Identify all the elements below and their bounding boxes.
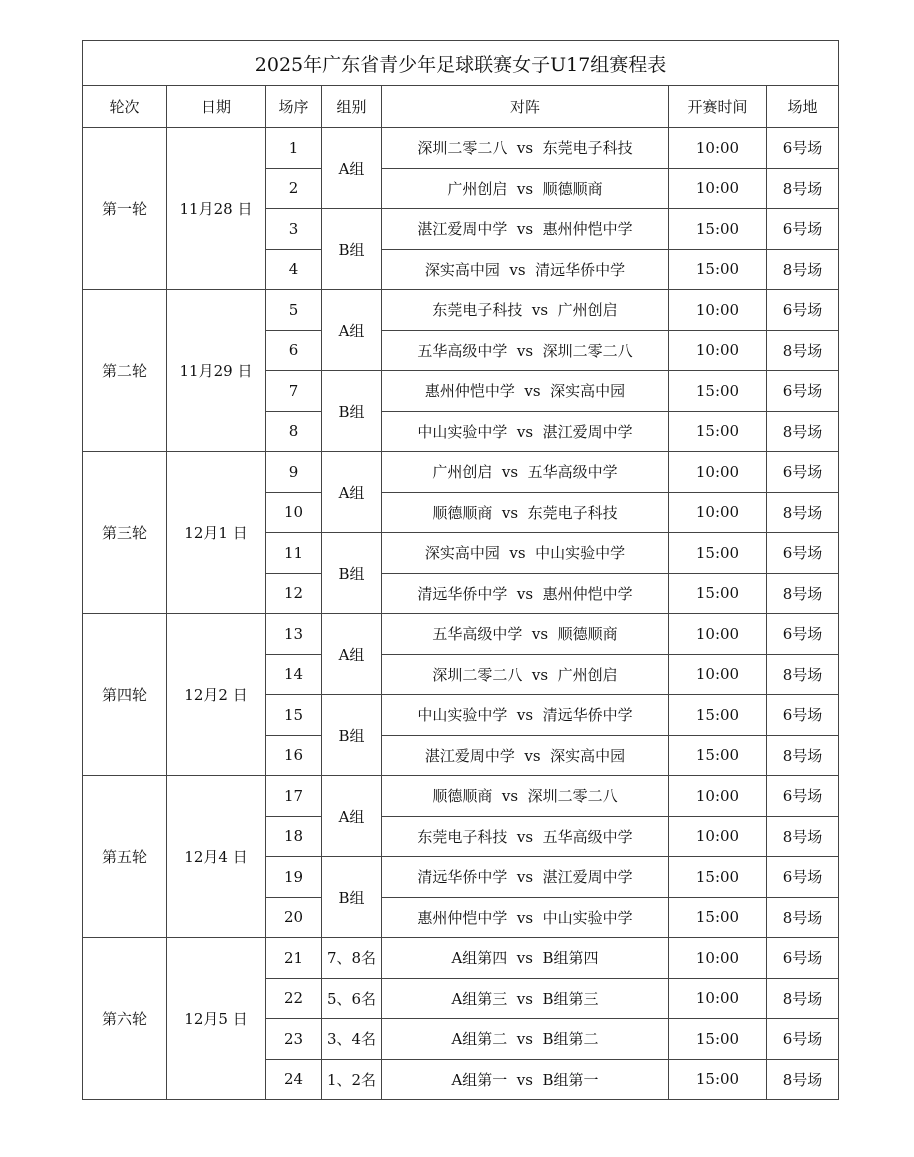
group-cell: 7、8名	[322, 938, 382, 979]
matchup-cell: 惠州仲恺中学 vs 深实高中园	[382, 371, 669, 412]
matchup-cell: 五华高级中学 vs 深圳二零二八	[382, 330, 669, 371]
kickoff-cell: 10:00	[669, 168, 767, 209]
match-no-cell: 1	[266, 128, 322, 169]
kickoff-cell: 10:00	[669, 614, 767, 655]
match-no-cell: 20	[266, 897, 322, 938]
matchup-cell: A组第三 vs B组第三	[382, 978, 669, 1019]
table-row	[83, 452, 839, 493]
kickoff-cell: 15:00	[669, 897, 767, 938]
date-cell: 12月4 日	[167, 776, 266, 938]
kickoff-cell: 10:00	[669, 978, 767, 1019]
header-round: 轮次	[83, 86, 167, 128]
match-no-cell: 19	[266, 857, 322, 898]
matchup-cell: 广州创启 vs 顺德顺商	[382, 168, 669, 209]
venue-cell: 8号场	[767, 168, 839, 209]
header-date: 日期	[167, 86, 266, 128]
matchup-cell: 顺德顺商 vs 东莞电子科技	[382, 492, 669, 533]
matchup-cell: A组第二 vs B组第二	[382, 1019, 669, 1060]
table-row	[83, 290, 839, 331]
date-cell: 12月2 日	[167, 614, 266, 776]
kickoff-cell: 15:00	[669, 411, 767, 452]
matchup-cell: 东莞电子科技 vs 广州创启	[382, 290, 669, 331]
match-no-cell: 12	[266, 573, 322, 614]
schedule-table	[82, 40, 839, 1100]
round-cell: 第五轮	[83, 776, 167, 938]
kickoff-cell: 15:00	[669, 695, 767, 736]
match-no-cell: 24	[266, 1059, 322, 1100]
round-cell: 第六轮	[83, 938, 167, 1100]
matchup-cell: 广州创启 vs 五华高级中学	[382, 452, 669, 493]
matchup-cell: 清远华侨中学 vs 湛江爱周中学	[382, 857, 669, 898]
venue-cell: 8号场	[767, 492, 839, 533]
round-cell: 第四轮	[83, 614, 167, 776]
match-no-cell: 5	[266, 290, 322, 331]
venue-cell: 6号场	[767, 209, 839, 250]
venue-cell: 8号场	[767, 978, 839, 1019]
header-kickoff: 开赛时间	[669, 86, 767, 128]
match-no-cell: 3	[266, 209, 322, 250]
matchup-cell: A组第四 vs B组第四	[382, 938, 669, 979]
matchup-cell: 东莞电子科技 vs 五华高级中学	[382, 816, 669, 857]
round-cell: 第三轮	[83, 452, 167, 614]
kickoff-cell: 15:00	[669, 735, 767, 776]
kickoff-cell: 10:00	[669, 330, 767, 371]
venue-cell: 8号场	[767, 330, 839, 371]
kickoff-cell: 10:00	[669, 776, 767, 817]
matchup-cell: 惠州仲恺中学 vs 中山实验中学	[382, 897, 669, 938]
group-cell: B组	[322, 533, 382, 614]
matchup-cell: 深圳二零二八 vs 东莞电子科技	[382, 128, 669, 169]
group-cell: B组	[322, 857, 382, 938]
matchup-cell: 清远华侨中学 vs 惠州仲恺中学	[382, 573, 669, 614]
kickoff-cell: 15:00	[669, 857, 767, 898]
kickoff-cell: 10:00	[669, 128, 767, 169]
group-cell: A组	[322, 452, 382, 533]
matchup-cell: A组第一 vs B组第一	[382, 1059, 669, 1100]
match-no-cell: 15	[266, 695, 322, 736]
kickoff-cell: 10:00	[669, 452, 767, 493]
kickoff-cell: 15:00	[669, 573, 767, 614]
kickoff-cell: 15:00	[669, 371, 767, 412]
kickoff-cell: 15:00	[669, 1059, 767, 1100]
header-matchup: 对阵	[382, 86, 669, 128]
venue-cell: 6号场	[767, 533, 839, 574]
kickoff-cell: 15:00	[669, 209, 767, 250]
match-no-cell: 6	[266, 330, 322, 371]
venue-cell: 8号场	[767, 411, 839, 452]
venue-cell: 8号场	[767, 735, 839, 776]
match-no-cell: 23	[266, 1019, 322, 1060]
header-match-no: 场序	[266, 86, 322, 128]
venue-cell: 6号场	[767, 452, 839, 493]
header-group: 组别	[322, 86, 382, 128]
match-no-cell: 4	[266, 249, 322, 290]
match-no-cell: 11	[266, 533, 322, 574]
group-cell: 3、4名	[322, 1019, 382, 1060]
round-cell: 第二轮	[83, 290, 167, 452]
match-no-cell: 18	[266, 816, 322, 857]
match-no-cell: 9	[266, 452, 322, 493]
venue-cell: 6号场	[767, 614, 839, 655]
kickoff-cell: 10:00	[669, 290, 767, 331]
matchup-cell: 五华高级中学 vs 顺德顺商	[382, 614, 669, 655]
match-no-cell: 16	[266, 735, 322, 776]
venue-cell: 6号场	[767, 938, 839, 979]
venue-cell: 8号场	[767, 897, 839, 938]
matchup-cell: 湛江爱周中学 vs 深实高中园	[382, 735, 669, 776]
match-no-cell: 21	[266, 938, 322, 979]
match-no-cell: 8	[266, 411, 322, 452]
venue-cell: 6号场	[767, 128, 839, 169]
date-cell: 11月28 日	[167, 128, 266, 290]
matchup-cell: 顺德顺商 vs 深圳二零二八	[382, 776, 669, 817]
venue-cell: 8号场	[767, 249, 839, 290]
venue-cell: 8号场	[767, 816, 839, 857]
group-cell: B组	[322, 371, 382, 452]
matchup-cell: 深实高中园 vs 清远华侨中学	[382, 249, 669, 290]
table-row	[83, 614, 839, 655]
kickoff-cell: 10:00	[669, 816, 767, 857]
kickoff-cell: 10:00	[669, 938, 767, 979]
group-cell: A组	[322, 128, 382, 209]
venue-cell: 8号场	[767, 1059, 839, 1100]
table-row	[83, 776, 839, 817]
group-cell: B组	[322, 209, 382, 290]
date-cell: 12月1 日	[167, 452, 266, 614]
date-cell: 12月5 日	[167, 938, 266, 1100]
match-no-cell: 7	[266, 371, 322, 412]
venue-cell: 6号场	[767, 857, 839, 898]
kickoff-cell: 10:00	[669, 492, 767, 533]
match-no-cell: 13	[266, 614, 322, 655]
group-cell: A组	[322, 614, 382, 695]
group-cell: 5、6名	[322, 978, 382, 1019]
kickoff-cell: 10:00	[669, 654, 767, 695]
venue-cell: 8号场	[767, 654, 839, 695]
kickoff-cell: 15:00	[669, 1019, 767, 1060]
table-row	[83, 938, 839, 979]
group-cell: B组	[322, 695, 382, 776]
group-cell: 1、2名	[322, 1059, 382, 1100]
venue-cell: 6号场	[767, 695, 839, 736]
page-title: 2025年广东省青少年足球联赛女子U17组赛程表	[83, 41, 839, 86]
matchup-cell: 深圳二零二八 vs 广州创启	[382, 654, 669, 695]
match-no-cell: 14	[266, 654, 322, 695]
matchup-cell: 中山实验中学 vs 湛江爱周中学	[382, 411, 669, 452]
kickoff-cell: 15:00	[669, 249, 767, 290]
match-no-cell: 22	[266, 978, 322, 1019]
match-no-cell: 10	[266, 492, 322, 533]
venue-cell: 6号场	[767, 1019, 839, 1060]
venue-cell: 6号场	[767, 290, 839, 331]
venue-cell: 8号场	[767, 573, 839, 614]
group-cell: A组	[322, 776, 382, 857]
match-no-cell: 17	[266, 776, 322, 817]
venue-cell: 6号场	[767, 371, 839, 412]
date-cell: 11月29 日	[167, 290, 266, 452]
round-cell: 第一轮	[83, 128, 167, 290]
matchup-cell: 中山实验中学 vs 清远华侨中学	[382, 695, 669, 736]
venue-cell: 6号场	[767, 776, 839, 817]
group-cell: A组	[322, 290, 382, 371]
table-row	[83, 128, 839, 169]
kickoff-cell: 15:00	[669, 533, 767, 574]
matchup-cell: 深实高中园 vs 中山实验中学	[382, 533, 669, 574]
header-venue: 场地	[767, 86, 839, 128]
match-no-cell: 2	[266, 168, 322, 209]
matchup-cell: 湛江爱周中学 vs 惠州仲恺中学	[382, 209, 669, 250]
